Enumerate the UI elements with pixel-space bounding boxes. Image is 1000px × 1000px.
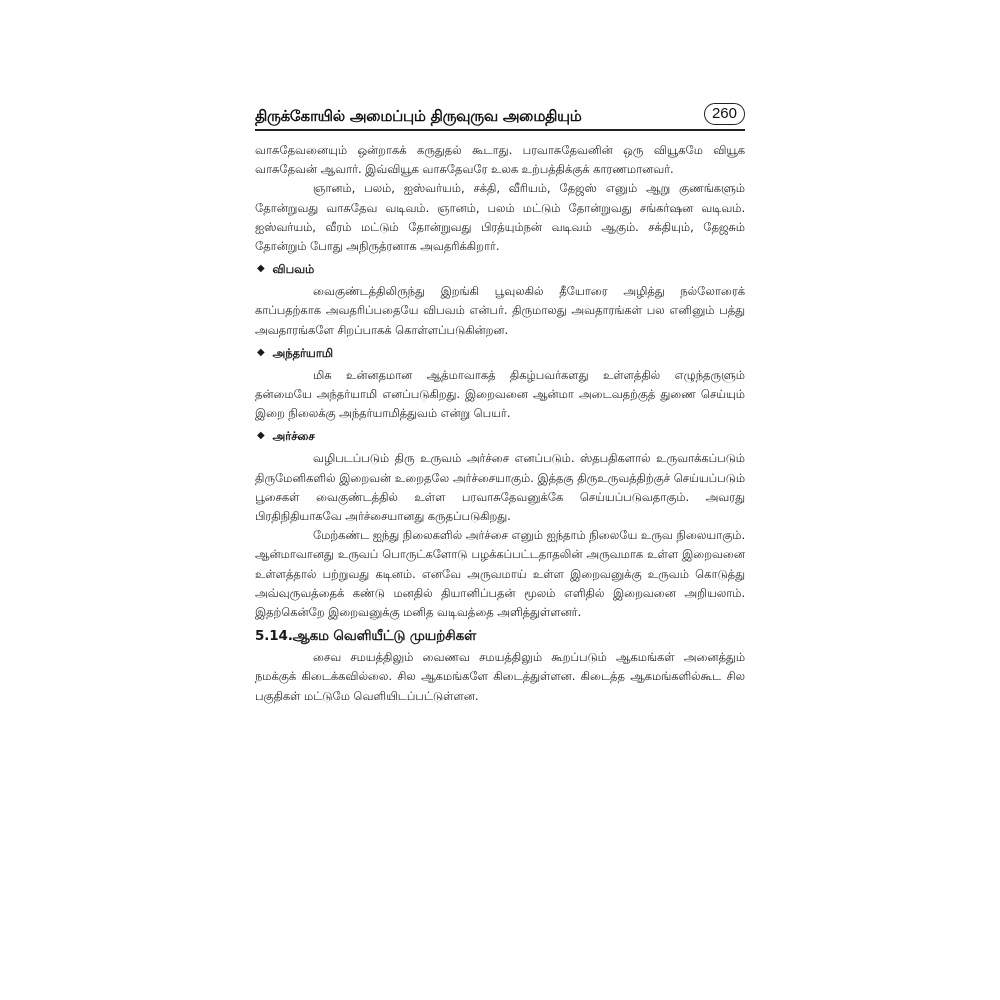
page-body [255, 141, 745, 706]
bullet-heading-label: அர்ச்சை [272, 429, 315, 444]
paragraph: மிக உன்னதமான ஆத்மாவாகத் திகழ்பவர்களது உள்ளத்தில் எழுந்தருளும் தன்மையே அந்தர்யாமி எனப்படுகிறது. இறைவனை ஆன்மா அடைவதற்குத் துணை செய்யும் இறை நிலைக்கு அந்தர்யாமித்துவம் என்று பெயர். [255, 367, 745, 421]
bullet-heading-label: அந்தர்யாமி [272, 345, 333, 360]
bullet-heading [257, 425, 745, 447]
bullet-heading [257, 342, 745, 364]
paragraph: வாசுதேவனையும் ஒன்றாகக் கருதுதல் கூடாது. பரவாசுதேவனின் ஒரு வியூகமே வியூக வாசுதேவன் ஆவார். இவ்வியூக வாசுதேவரே உலக உற்பத்திக்குக் காரணமானவர். [255, 143, 745, 177]
running-header-title: திருக்கோயில் அமைப்பும் திருவுருவ அமைதியும் [255, 107, 582, 125]
running-header [255, 88, 745, 131]
paragraph: ஞானம், பலம், ஐஸ்வர்யம், சக்தி, வீரியம், தேஜஸ் எனும் ஆறு குணங்களும் தோன்றுவது வாசுதேவ வடிவம். ஞானம், பலம் மட்டும் தோன்றுவது சங்கர்ஷன வடிவம். ஐஸ்வர்யம், வீரம் மட்டும் தோன்றுவது பிரத்யும்நன் வடிவம் ஆகும். சக்தியும், தேஜசும் தோன்றும் போது அநிருத்ரனாக அவதரிக்கிறார். [255, 181, 745, 254]
bullet-heading-label: விபவம் [272, 262, 315, 277]
book-page [255, 88, 745, 706]
section-heading: 5.14.ஆகம வெளியீட்டு முயற்சிகள் [255, 628, 477, 645]
diamond-bullet-icon: ◆ [257, 346, 265, 358]
paragraph: வைகுண்டத்திலிருந்து இறங்கி பூவுலகில் தீயோரை அழித்து நல்லோரைக் காப்பதற்காக அவதரிப்பதையே விபவம் என்பர். திருமாலது அவதாரங்கள் பல எனினும் பத்து அவதாரங்களே சிறப்பாகக் கொள்ளப்படுகின்றன. [255, 284, 745, 337]
paragraph: மேற்கண்ட ஐந்து நிலைகளில் அர்ச்சை எனும் ஐந்தாம் நிலையே உருவ நிலையாகும். ஆன்மாவானது உருவப் பொருட்களோடு பழக்கப்பட்டதாதலின் அருவமாக உள்ள இறைவனை உள்ளத்தால் பற்றுவது கடினம். எனவே அருவமாய் உள்ள இறைவனுக்கு உருவம் கொடுத்து அவ்வுருவத்தைக் கண்டு மனதில் தியானிப்பதன் மூலம் எளிதில் இறைவனை அறியலாம். இதற்கென்றே இறைவனுக்கு மனித வடிவத்தை அளித்துள்ளனர். [255, 528, 745, 620]
paragraph: சைவ சமயத்திலும் வைணவ சமயத்திலும் கூறப்படும் ஆகமங்கள் அனைத்தும் நமக்குக் கிடைக்கவில்லை. சில ஆகமங்களே கிடைத்துள்ளன. கிடைத்த ஆகமங்களில்கூட சில பகுதிகள் மட்டுமே வெளியிடப்பட்டுள்ளன. [255, 650, 745, 703]
page-number: 260 [704, 103, 745, 125]
diamond-bullet-icon: ◆ [257, 430, 265, 442]
diamond-bullet-icon: ◆ [257, 263, 265, 275]
paragraph: வழிபடப்படும் திரு உருவம் அர்ச்சை எனப்படும். ஸ்தபதிகளால் உருவாக்கப்படும் திருமேனிகளில் இறைவன் உறைதலே அர்ச்சையாகும். இத்தகு திருஉருவத்திற்குச் செய்யப்படும் பூசைகள் வைகுண்டத்தில் உள்ள பரவாசுதேவனுக்கே செய்யப்படுவதாகும். அவரது பிரதிநிதியாகவே அர்ச்சையானது கருதப்படுகிறது. [255, 451, 745, 524]
bullet-heading [257, 258, 745, 280]
